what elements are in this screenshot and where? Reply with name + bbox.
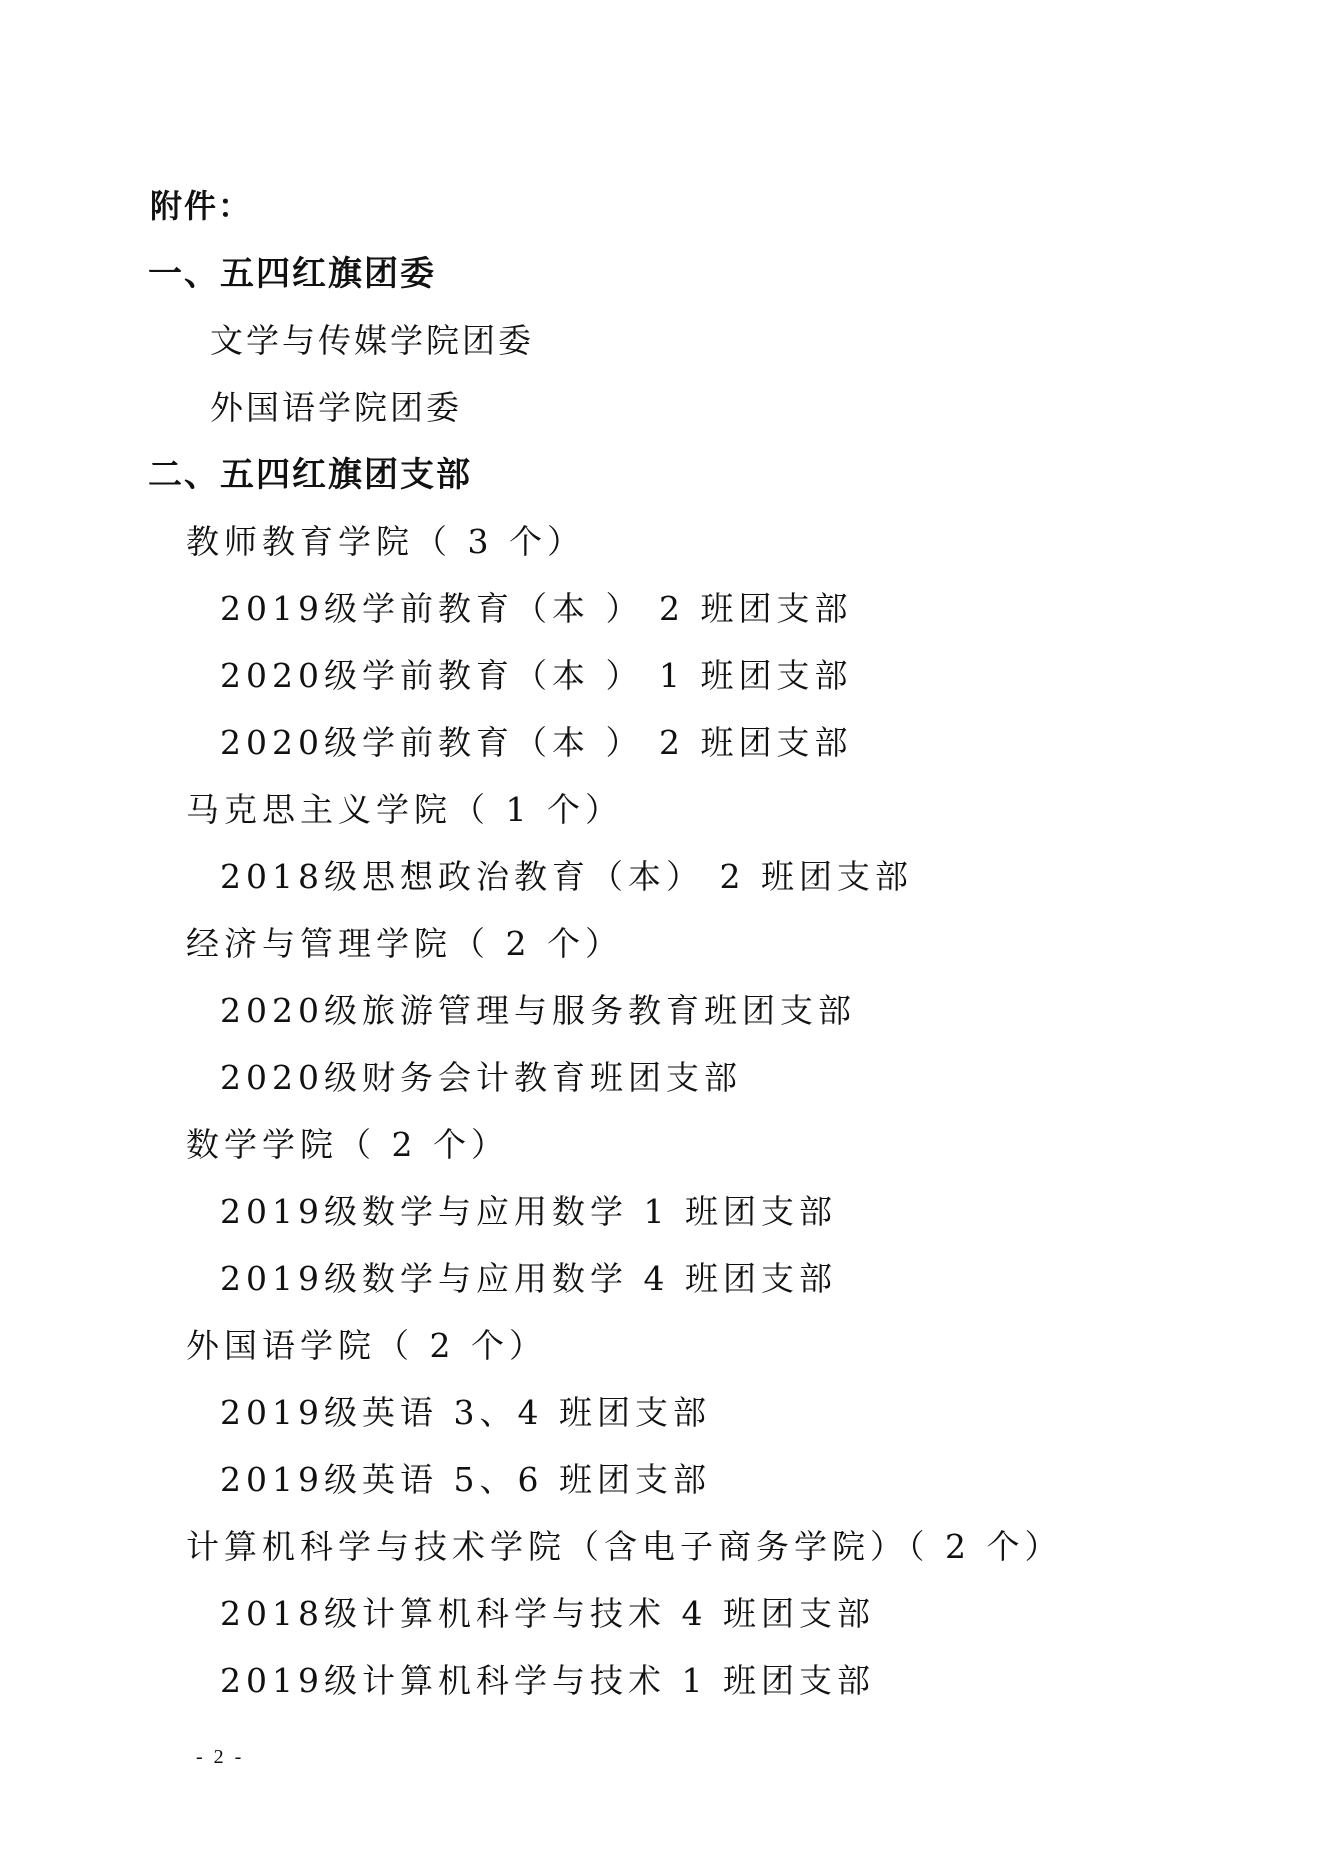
college-heading: 外国语学院（ 2 个） [186, 1326, 547, 1365]
list-item: 2020级学前教育（本 ） 2 班团支部 [220, 723, 853, 762]
college-heading: 数学学院（ 2 个） [186, 1125, 509, 1164]
list-item: 2019级英语 5、6 班团支部 [220, 1460, 711, 1499]
list-item: 2018级计算机科学与技术 4 班团支部 [220, 1594, 875, 1633]
list-item: 2019级学前教育（本 ） 2 班团支部 [220, 589, 853, 628]
list-item: 2020级旅游管理与服务教育班团支部 [220, 991, 856, 1030]
college-heading: 计算机科学与技术学院（含电子商务学院）（ 2 个） [186, 1527, 1063, 1566]
list-item: 2019级数学与应用数学 4 班团支部 [220, 1259, 837, 1298]
page-number: - 2 - [196, 1746, 245, 1768]
list-item: 外国语学院团委 [210, 388, 462, 427]
college-heading: 教师教育学院（ 3 个） [186, 522, 585, 561]
list-item: 文学与传媒学院团委 [210, 321, 534, 360]
list-item: 2019级数学与应用数学 1 班团支部 [220, 1192, 837, 1231]
college-heading: 马克思主义学院（ 1 个） [186, 790, 623, 829]
section-heading-1: 一、五四红旗团委 [148, 254, 436, 294]
list-item: 2019级英语 3、4 班团支部 [220, 1393, 711, 1432]
list-item: 2018级思想政治教育（本） 2 班团支部 [220, 857, 913, 896]
section-heading-2: 二、五四红旗团支部 [148, 455, 472, 495]
list-item: 2020级学前教育（本 ） 1 班团支部 [220, 656, 853, 695]
list-item: 2020级财务会计教育班团支部 [220, 1058, 742, 1097]
attachment-label: 附件： [150, 187, 253, 225]
list-item: 2019级计算机科学与技术 1 班团支部 [220, 1661, 875, 1700]
college-heading: 经济与管理学院（ 2 个） [186, 924, 623, 963]
